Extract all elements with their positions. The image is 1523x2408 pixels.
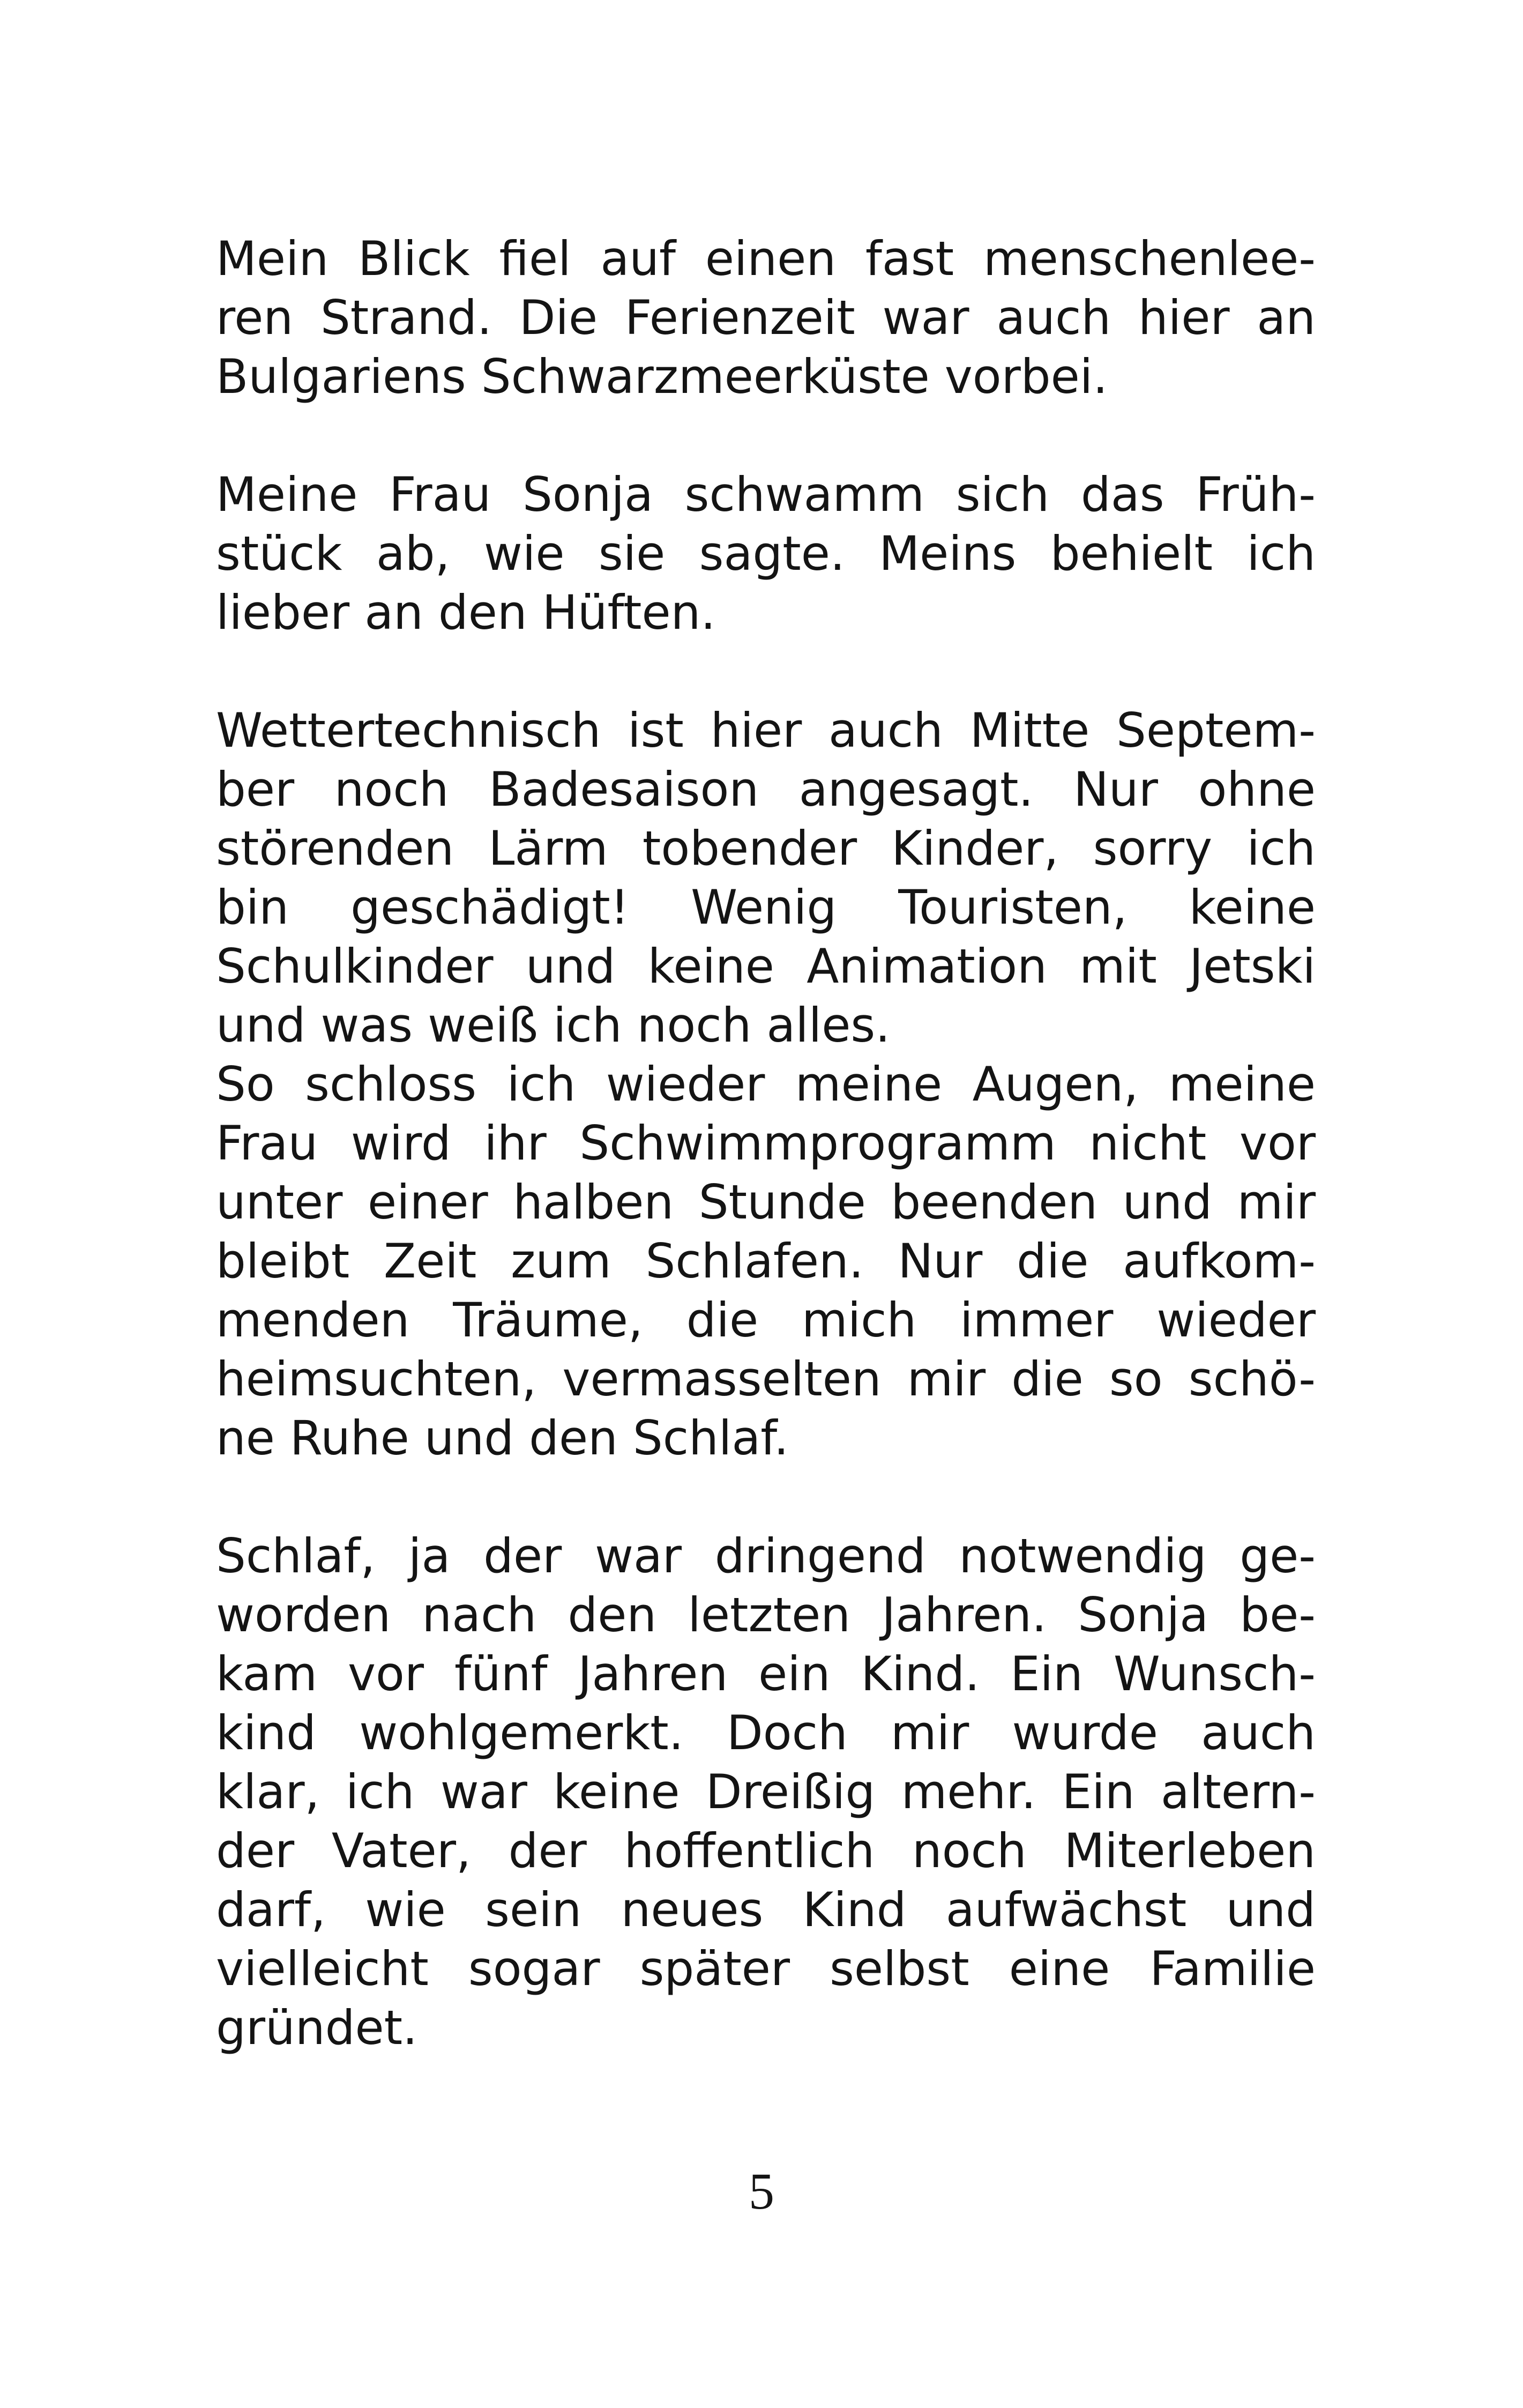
text-line: kam vor fünf Jahren ein Kind. Ein Wunsch- — [216, 1646, 1316, 1701]
text-line: störenden Lärm tobender Kinder, sorry ich — [216, 821, 1316, 876]
text-line: menden Träume, die mich immer wieder — [216, 1292, 1316, 1348]
paragraph-5 — [216, 1527, 1316, 2057]
text-line: So schloss ich wieder meine Augen, meine — [216, 1057, 1316, 1112]
text-line: bin geschädigt! Wenig Touristen, keine — [216, 880, 1316, 935]
paragraph-1 — [216, 229, 1316, 406]
text-line: Schlaf, ja der war dringend notwendig ge- — [216, 1528, 1316, 1584]
text-line: stück ab, wie sie sagte. Meins behielt ich — [216, 526, 1316, 581]
text-line: unter einer halben Stunde beenden und mir — [216, 1175, 1316, 1230]
text-line: gründet. — [216, 2000, 418, 2055]
text-line: Frau wird ihr Schwimmprogramm nicht vor — [216, 1116, 1316, 1171]
text-line: ren Strand. Die Ferienzeit war auch hier an — [216, 290, 1316, 345]
text-line: bleibt Zeit zum Schlafen. Nur die aufkom- — [216, 1233, 1316, 1289]
text-line: darf, wie sein neues Kind aufwächst und — [216, 1882, 1316, 1937]
text-line: Mein Blick fiel auf einen fast menschenlee- — [216, 231, 1316, 286]
text-line: kind wohlgemerkt. Doch mir wurde auch — [216, 1705, 1316, 1760]
text-line: Bulgariens Schwarzmeerküste vorbei. — [216, 349, 1108, 404]
paragraph-3 — [216, 701, 1316, 1055]
text-line: Schulkinder und keine Animation mit Jetski — [216, 939, 1316, 994]
text-line: heimsuchten, vermasselten mir die so schö- — [216, 1351, 1316, 1407]
text-line: lieber an den Hüften. — [216, 585, 716, 640]
text-line: Meine Frau Sonja schwamm sich das Früh- — [216, 467, 1316, 522]
text-line: Wettertechnisch ist hier auch Mitte Septem- — [216, 703, 1316, 758]
text-line: klar, ich war keine Dreißig mehr. Ein altern- — [216, 1764, 1316, 1819]
text-line: vielleicht sogar später selbst eine Familie — [216, 1941, 1316, 1996]
text-line: worden nach den letzten Jahren. Sonja be- — [216, 1587, 1316, 1643]
paragraph-2 — [216, 465, 1316, 642]
text-line: und was weiß ich noch alles. — [216, 998, 891, 1053]
text-line: ber noch Badesaison angesagt. Nur ohne — [216, 762, 1316, 817]
text-line: ne Ruhe und den Schlaf. — [216, 1410, 789, 1466]
text-line: der Vater, der hoffentlich noch Miterleben — [216, 1823, 1316, 1878]
paragraph-4 — [216, 1055, 1316, 1468]
page-number: 5 — [749, 2162, 774, 2220]
